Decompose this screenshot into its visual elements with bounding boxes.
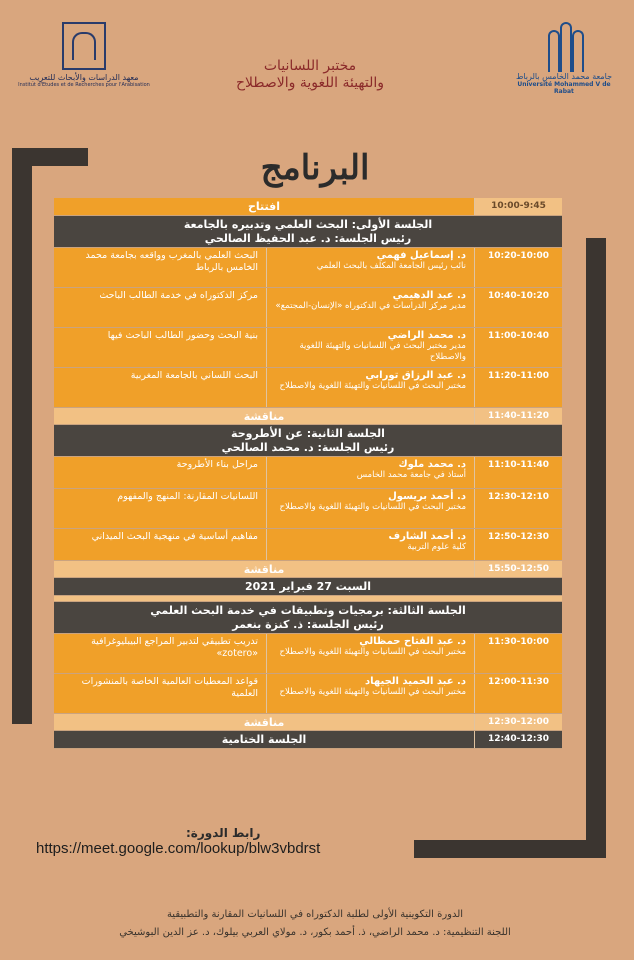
footer-line1: الدورة التكوينية الأولى لطلبة الدكتوراه في اللسانيات المقارنة والتطبيقية (166, 909, 464, 920)
frame-bar-bottom-right (414, 840, 606, 858)
table-row (54, 328, 562, 368)
discussion-row (54, 408, 562, 425)
row-time: 11:20-11:00 (474, 368, 562, 407)
institute-name-fr: Institut d'Etudes et de Recherches pour l'Arabisation (18, 82, 150, 88)
row-topic: مركز الدكتوراه في خدمة الطالب الباحث (99, 290, 258, 301)
row-speaker (266, 529, 474, 560)
day2-header (54, 578, 562, 596)
lab-name-line2: والتهيئة اللغوية والاصطلاح (235, 75, 385, 91)
speaker-name: د. عبد الرزاق تورابي (365, 370, 466, 381)
speaker-role: مختبر البحث في اللسانيات والتهيئة اللغوية والاصطلاح (279, 687, 466, 697)
row-speaker (266, 457, 474, 488)
row-time: 10:20-10:00 (474, 248, 562, 287)
session1-chair: رئيس الجلسة: د. عبد الحفيظ الصالحي (204, 232, 412, 245)
session3-header (54, 602, 562, 634)
row-speaker (266, 248, 474, 287)
opening-row (54, 198, 562, 216)
row-time: 10:40-10:20 (474, 288, 562, 327)
day2-date: السبت 27 فبراير 2021 (245, 580, 371, 593)
speaker-role: كلية علوم التربية (407, 542, 466, 552)
lab-name-line1: مختبر اللسانيات (263, 58, 357, 74)
row-speaker (266, 674, 474, 713)
speaker-name: د. محمد الراضي (387, 330, 466, 341)
row-time: 12:30-12:10 (474, 489, 562, 528)
institute-name-ar: معهد الدراسات والأبحاث للتعريب (29, 73, 139, 82)
opening-time: 10:00-9:45 (474, 198, 562, 215)
row-topic: تدريب تطبيقي لتدبير المراجع البيبليوغرافية «zotero» (91, 636, 258, 659)
row-topic: مفاهيم أساسية في منهجية البحث الميداني (91, 531, 258, 542)
frame-bar-left (12, 148, 32, 724)
session2-chair: رئيس الجلسة: د. محمد الصالحي (221, 441, 395, 454)
speaker-role: مختبر البحث في اللسانيات والتهيئة اللغوية والاصطلاح (279, 381, 466, 391)
row-topic: البحث اللساني بالجامعة المغربية (130, 370, 258, 381)
row-time: 11:00-10:40 (474, 328, 562, 367)
speaker-name: د. عبد الدهيمي (392, 290, 466, 301)
discussion-label: مناقشة (243, 716, 285, 729)
speaker-role: نائب رئيس الجامعة المكلف بالبحث العلمي (316, 261, 466, 271)
session1-title: الجلسة الأولى: البحث العلمي وتدبيره بالجامعة (183, 218, 433, 231)
row-speaker (266, 288, 474, 327)
session3-title: الجلسة الثالثة: برمجيات وتطبيقات في خدمة البحث العلمي (150, 604, 466, 617)
row-speaker (266, 328, 474, 367)
opening-label: افتتاح (54, 198, 474, 215)
row-time: 11:30-10:00 (474, 634, 562, 673)
table-row (54, 457, 562, 489)
speaker-role: أستاذ في جامعة محمد الخامس (356, 470, 466, 480)
discussion-row (54, 714, 562, 731)
table-row (54, 529, 562, 561)
row-speaker (266, 489, 474, 528)
table-row (54, 288, 562, 328)
row-topic: اللسانيات المقارنة: المنهج والمفهوم (117, 491, 258, 502)
row-topic: مراحل بناء الأطروحة (176, 459, 258, 470)
table-row (54, 248, 562, 288)
meeting-link[interactable]: https://meet.google.com/lookup/blw3vbdrst (36, 840, 321, 857)
closing-row (54, 731, 562, 749)
row-time: 12:50-12:30 (474, 529, 562, 560)
row-topic: قواعد المعطيات العالمية الخاصة بالمنشورات العلمية (81, 676, 258, 699)
speaker-role: مختبر البحث في اللسانيات والتهيئة اللغوية والاصطلاح (279, 647, 466, 657)
footer (10, 906, 620, 942)
session1-header (54, 216, 562, 248)
discussion-row (54, 561, 562, 578)
university-name-fr: Université Mohammed V de Rabat (517, 81, 611, 95)
speaker-name: د. أحمد الشارف (388, 531, 466, 542)
row-speaker (266, 634, 474, 673)
discussion-time: 12:30-12:00 (474, 714, 562, 730)
institute-logo (14, 22, 154, 88)
row-time: 12:00-11:30 (474, 674, 562, 713)
table-row (54, 634, 562, 674)
speaker-name: د. أحمد بريسول (388, 491, 466, 502)
speaker-name: د. محمد ملوك (398, 459, 466, 470)
speaker-role: مدير مختبر البحث في اللسانيات والتهيئة اللغوية والاصطلاح (299, 341, 466, 362)
university-name-ar: جامعة محمد الخامس بالرباط (515, 72, 613, 81)
session2-title: الجلسة الثانية: عن الأطروحة (231, 427, 385, 440)
table-row (54, 674, 562, 714)
page-title: البرنامج (260, 148, 370, 188)
session3-chair: رئيس الجلسة: ذ. كنزة بنعمر (232, 618, 384, 631)
program-table (54, 198, 562, 749)
speaker-name: د. إسماعيل فهمي (376, 250, 466, 261)
speaker-name: د. عبد الفتاح حمظالي (359, 636, 466, 647)
session2-header (54, 425, 562, 457)
join-label: رابط الدورة: (186, 826, 261, 840)
discussion-label: مناقشة (243, 410, 285, 423)
institute-emblem-icon (62, 22, 106, 70)
table-row (54, 489, 562, 529)
row-topic: البحث العلمي بالمغرب وواقعه بجامعة محمد الخامس بالرباط (85, 250, 258, 273)
speaker-name: د. عبد الحميد الجيهاد (365, 676, 466, 687)
row-topic: بنية البحث وحضور الطالب الباحث فيها (107, 330, 258, 341)
speaker-role: مدير مركز الدراسات في الدكتوراه «الإنسان-المجتمع» (275, 301, 466, 311)
discussion-time: 11:40-11:20 (474, 408, 562, 424)
table-row (54, 368, 562, 408)
closing-label: الجلسة الختامية (221, 733, 307, 746)
row-speaker (266, 368, 474, 407)
frame-bar-right (586, 238, 606, 858)
discussion-label: مناقشة (243, 563, 285, 576)
frame-bar-top-left (12, 148, 88, 166)
footer-line2: اللجنة التنظيمية: د. محمد الراضي، ذ. أحمد بكور، د. مولاي العربي بيلوك، د. عز الدين البوشيخي (119, 927, 511, 938)
lab-name (200, 58, 420, 92)
closing-time: 12:40-12:30 (474, 731, 562, 748)
discussion-time: 15:50-12:50 (474, 561, 562, 577)
row-time: 11:10-11:40 (474, 457, 562, 488)
university-emblem-icon (544, 20, 584, 72)
speaker-role: مختبر البحث في اللسانيات والتهيئة اللغوية والاصطلاح (279, 502, 466, 512)
university-logo (514, 20, 614, 95)
